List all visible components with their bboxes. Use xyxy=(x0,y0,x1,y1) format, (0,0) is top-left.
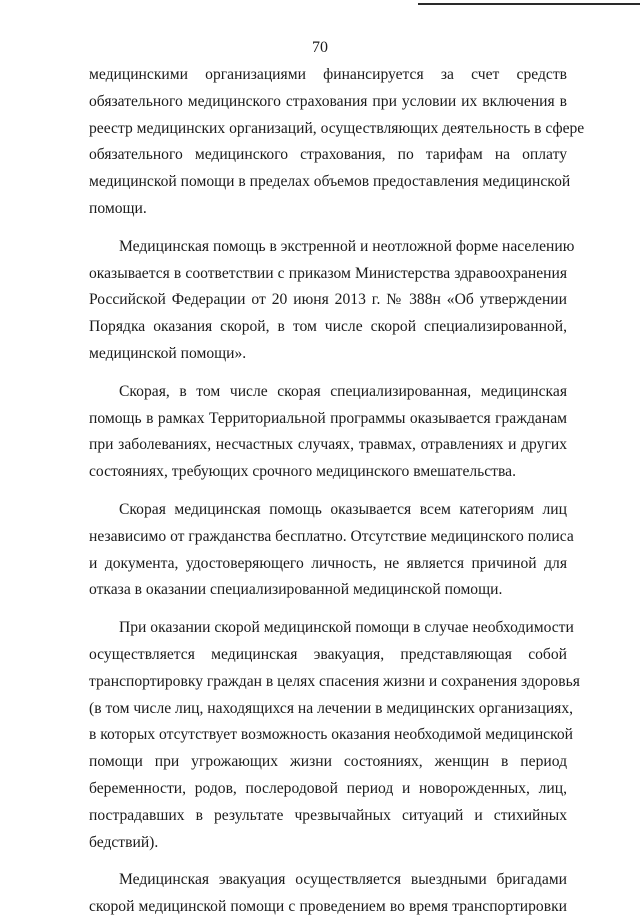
text-line: Медицинская помощь в экстренной и неотложной форме населению xyxy=(119,237,575,255)
text-line: Скорая, в том числе скорая специализированная, медицинская xyxy=(119,382,567,400)
text-line: медицинской помощи в пределах объемов предоставления медицинской xyxy=(89,173,571,191)
paragraph xyxy=(89,615,580,856)
text-line: помощь в рамках Территориальной программы оказывается гражданам xyxy=(89,409,567,427)
paragraph-gap xyxy=(89,856,567,867)
text-line: при заболеваниях, несчастных случаях, травмах, отравлениях и других xyxy=(89,436,567,454)
document-body xyxy=(89,62,585,921)
paragraph xyxy=(89,62,585,223)
text-line: Скорая медицинская помощь оказывается всем категориям лиц xyxy=(119,500,567,518)
paragraph xyxy=(89,497,574,604)
text-line: бедствий). xyxy=(89,833,159,851)
paragraph-gap xyxy=(89,486,567,497)
text-line: Порядка оказания скорой, в том числе скорой специализированной, xyxy=(89,318,567,336)
paragraph-gap xyxy=(89,223,567,234)
text-line: пострадавших в результате чрезвычайных ситуаций и стихийных xyxy=(89,806,567,824)
text-line: состояниях, требующих срочного медицинского вмешательства. xyxy=(89,463,516,481)
text-line: скорой медицинской помощи с проведением во время транспортировки xyxy=(89,898,567,916)
text-line: независимо от гражданства бесплатно. Отсутствие медицинского полиса xyxy=(89,527,574,545)
text-line: в которых отсутствует возможность оказания необходимой медицинской xyxy=(89,726,574,744)
page-number: 70 xyxy=(312,39,328,56)
text-line: Медицинская эвакуация осуществляется выездными бригадами xyxy=(119,871,567,889)
paragraph-gap xyxy=(89,368,567,379)
text-line: медицинскими организациями финансируется за счет средств xyxy=(89,66,567,83)
paragraph xyxy=(89,379,567,486)
text-line: (в том числе лиц, находящихся на лечении в медицинских организациях, xyxy=(89,699,574,717)
paragraph xyxy=(89,234,575,368)
text-line: обязательного медицинского страхования при условии их включения в xyxy=(89,92,567,110)
text-line: реестр медицинских организаций, осуществляющих деятельность в сфере xyxy=(89,119,585,137)
text-line: помощи при угрожающих жизни состояниях, женщин в период xyxy=(89,753,567,771)
text-line: и документа, удостоверяющего личность, не является причиной для xyxy=(89,554,567,572)
text-line: При оказании скорой медицинской помощи в случае необходимости xyxy=(119,619,574,637)
text-line: оказывается в соответствии с приказом Министерства здравоохранения xyxy=(89,264,567,282)
text-line: помощи. xyxy=(89,199,147,217)
text-line: транспортировку граждан в целях спасения жизни и сохранения здоровья xyxy=(89,672,580,690)
text-line: беременности, родов, послеродовой период и новорожденных, лиц, xyxy=(89,779,567,797)
paragraph xyxy=(89,867,567,921)
text-line: отказа в оказании специализированной медицинской помощи. xyxy=(89,581,503,599)
text-line: медицинской помощи». xyxy=(89,344,247,362)
paragraph-gap xyxy=(89,604,567,615)
text-line: Российской Федерации от 20 июня 2013 г. № 388н «Об утверждении xyxy=(89,291,567,309)
text-line: обязательного медицинского страхования, по тарифам на оплату xyxy=(89,146,567,164)
text-line: осуществляется медицинская эвакуация, представляющая собой xyxy=(89,645,567,663)
header-rule xyxy=(418,3,640,5)
